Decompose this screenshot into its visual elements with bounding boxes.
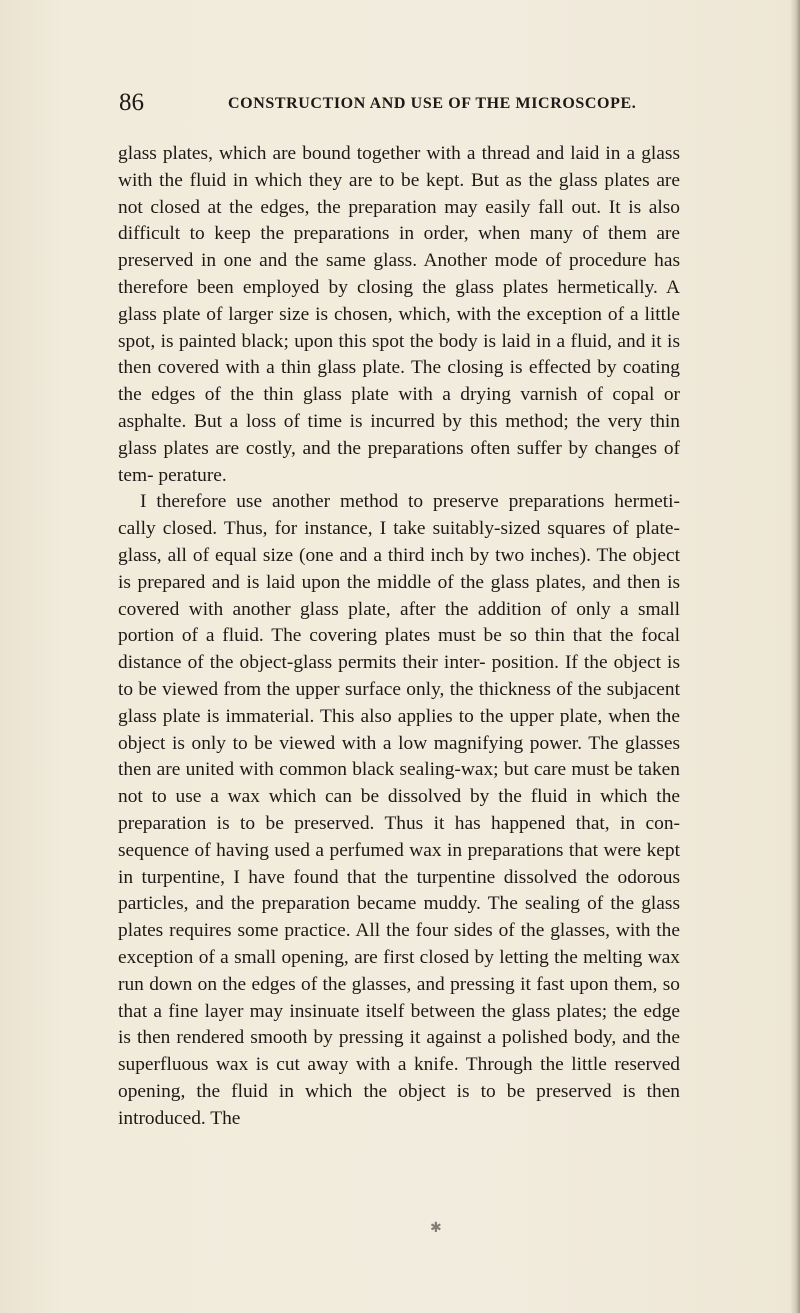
ink-smudge-mark: ✱ xyxy=(430,1221,442,1236)
page-edge-shadow xyxy=(790,0,800,1313)
page-number: 86 xyxy=(119,89,144,116)
body-text xyxy=(118,141,680,1132)
paragraph-continuation: glass plates, which are bound together with a thread and laid in a glass with the fluid in which they are to be kept. But as the glass plates are not closed at the edges, the preparation may easily fall out. It is also difficult to keep the preparations in order, when many of them are preserved in one and the same glass. Another mode of procedure has therefore been employed by closing the glass plates hermetically. A glass plate of larger size is chosen, which, with the exception of a little spot, is painted black; upon this spot the body is laid in a fluid, and it is then covered with a thin glass plate. The closing is effected by coating the edges of the thin glass plate with a drying varnish of copal or asphalte. But a loss of time is incurred by this method; the very thin glass plates are costly, and the preparations often suffer by changes of tem- perature. xyxy=(118,143,680,486)
page-header xyxy=(119,90,679,116)
running-title: CONSTRUCTION AND USE OF THE MICROSCOPE. xyxy=(228,95,637,112)
paragraph-method: I therefore use another method to preserve preparations hermeti- cally closed. Thus, for instance, I take suitably-sized squares of plate-glass, all of equal size (one and a third inch by two inches). The object is prepared and is laid upon the middle of the glass plates, and then is covered with another glass plate, after the addition of only a small portion of a fluid. The covering plates must be so thin that the focal distance of the object-glass permits their inter- position. If the object is to be viewed from the upper surface only, the thickness of the subjacent glass plate is immaterial. This also applies to the upper plate, when the object is only to be viewed with a low magnifying power. The glasses then are united with common black sealing-wax; but care must be taken not to use a wax which can be dissolved by the fluid in which the preparation is to be preserved. Thus it has happened that, in con- sequence of having used a perfumed wax in preparations that were kept in turpentine, I have found that the turpentine dissolved the odorous particles, and the preparation became muddy. The sealing of the glass plates requires some practice. All the four sides of the glasses, with the exception of a small opening, are first closed by letting the melting wax run down on the edges of the glasses, and pressing it fast upon them, so that a fine layer may insinuate itself between the glass plates; the edge is then rendered smooth by pressing it against a polished body, and the superfluous wax is cut away with a knife. Through the little reserved opening, the fluid in which the object is to be preserved is then introduced. The xyxy=(118,491,680,1129)
